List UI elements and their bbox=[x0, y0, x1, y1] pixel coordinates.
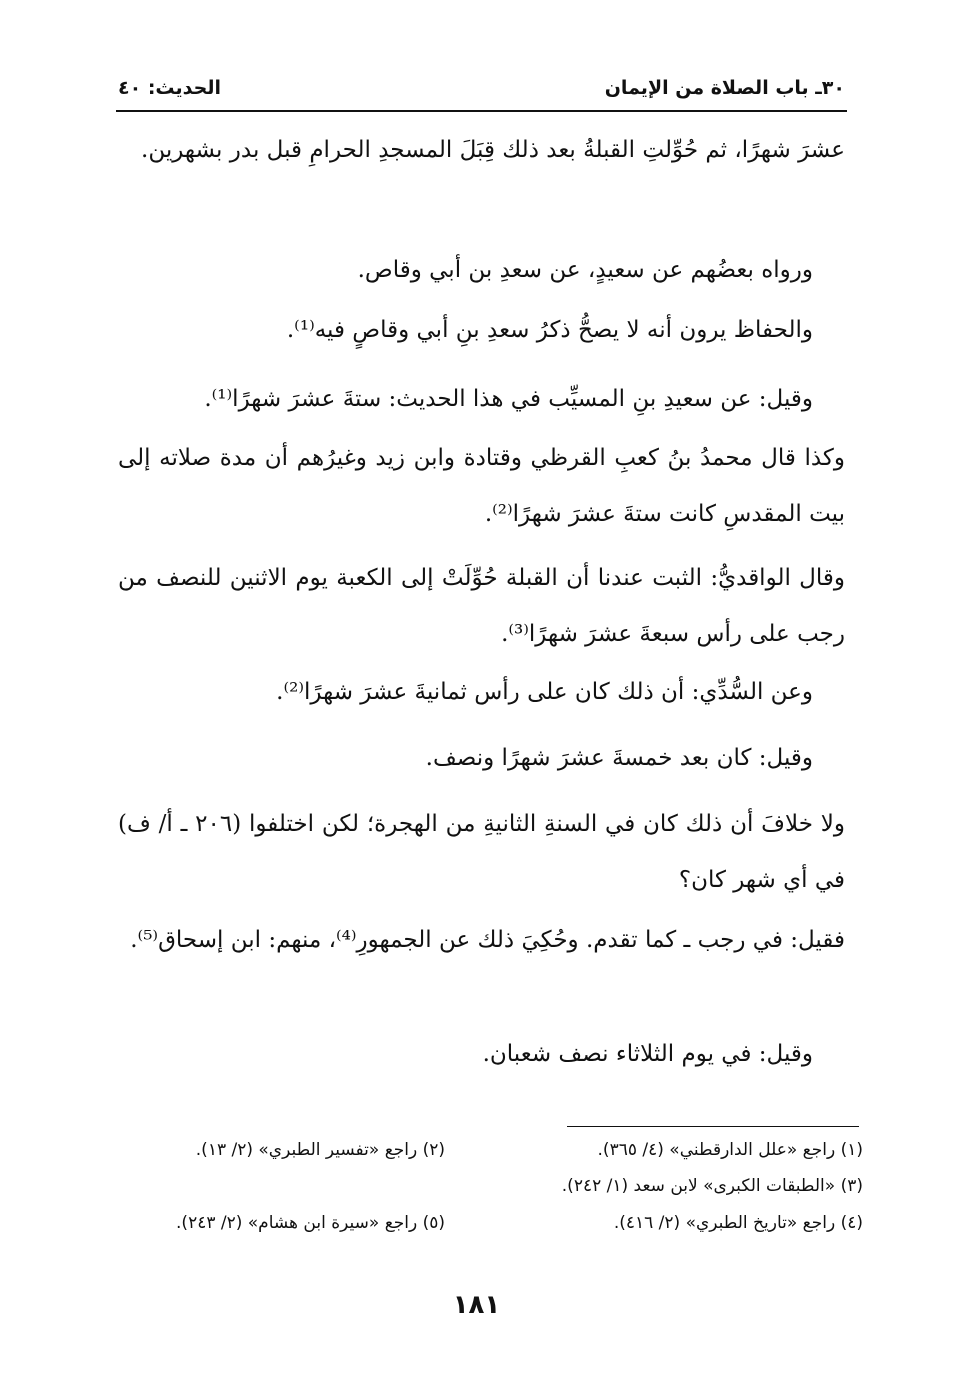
paragraph: ولا خلافَ أن ذلك كان في السنةِ الثانيةِ من الهجرة؛ لكن اختلفوا (٢٠٦ ـ أ/ ف) في أي شهر كان؟ bbox=[118, 811, 845, 893]
footnote-row bbox=[120, 1213, 863, 1243]
paragraph: والحفاظ يرون أنه لا يصحُّ ذكرُ سعدِ بنِ أبي وقاصٍ فيه⁽¹⁾. bbox=[286, 317, 813, 343]
hadith-number: الحديث: ٤٠ bbox=[118, 77, 221, 99]
running-header bbox=[118, 70, 845, 106]
footnote-2: (٢) راجع «تفسير الطبري» (٢/ ١٣). bbox=[195, 1140, 445, 1160]
paragraph: فقيل: في رجب ـ كما تقدم. وحُكِيَ ذلك عن الجمهورِ⁽⁴⁾، منهم: ابن إسحاق⁽⁵⁾. bbox=[130, 927, 845, 953]
paragraph: وقيل: كان بعد خمسةَ عشرَ شهرًا ونصف. bbox=[425, 745, 813, 771]
paragraph: ورواه بعضُهم عن سعيدٍ، عن سعدِ بن أبي وقاص. bbox=[357, 257, 813, 283]
footnote-4: (٤) راجع «تاريخ الطبري» (٢/ ٤١٦). bbox=[613, 1213, 863, 1233]
footnote-1: (١) راجع «علل الدارقطني» (٤/ ٣٦٥). bbox=[597, 1140, 863, 1160]
paragraph: عشرَ شهرًا، ثم حُوِّلتِ القبلةُ بعد ذلك قِبَلَ المسجدِ الحرامِ قبل بدر بشهرين. bbox=[141, 137, 845, 163]
chapter-title: ٣٠ـ باب الصلاة من الإيمان bbox=[604, 77, 845, 99]
footnote-divider bbox=[567, 1126, 859, 1127]
footnote-5: (٥) راجع «سيرة ابن هشام» (٢/ ٢٤٣). bbox=[176, 1213, 445, 1233]
footnote-row bbox=[120, 1140, 863, 1170]
paragraph: وقيل: في يوم الثلاثاء نصف شعبان. bbox=[482, 1041, 813, 1067]
paragraph: وكذا قال محمدُ بنُ كعبِ القرظي وقتادة وابن زيد وغيرُهم أن مدة صلاته إلى بيت المقدسِ كانت ستةَ عشرَ شهرًا⁽²⁾. bbox=[118, 445, 845, 527]
paragraph: وقال الواقديُّ: الثبت عندنا أن القبلة حُوِّلَتْ إلى الكعبة يوم الاثنين للنصف من رجب على رأس سبعةَ عشرَ شهرًا⁽³⁾. bbox=[118, 565, 845, 647]
page-number: ١٨١ bbox=[452, 1290, 501, 1320]
paragraph: وعن السُّدِّي: أن ذلك كان على رأس ثمانيةَ عشرَ شهرًا⁽²⁾. bbox=[276, 679, 813, 705]
paragraph: وقيل: عن سعيدِ بنِ المسيِّب في هذا الحديث: ستةَ عشرَ شهرًا⁽¹⁾. bbox=[204, 386, 813, 412]
footnote-3: (٣) «الطبقات الكبرى» لابن سعد (١/ ٢٤٢). bbox=[561, 1176, 863, 1196]
footnote-row bbox=[120, 1176, 863, 1206]
header-divider bbox=[116, 110, 847, 112]
